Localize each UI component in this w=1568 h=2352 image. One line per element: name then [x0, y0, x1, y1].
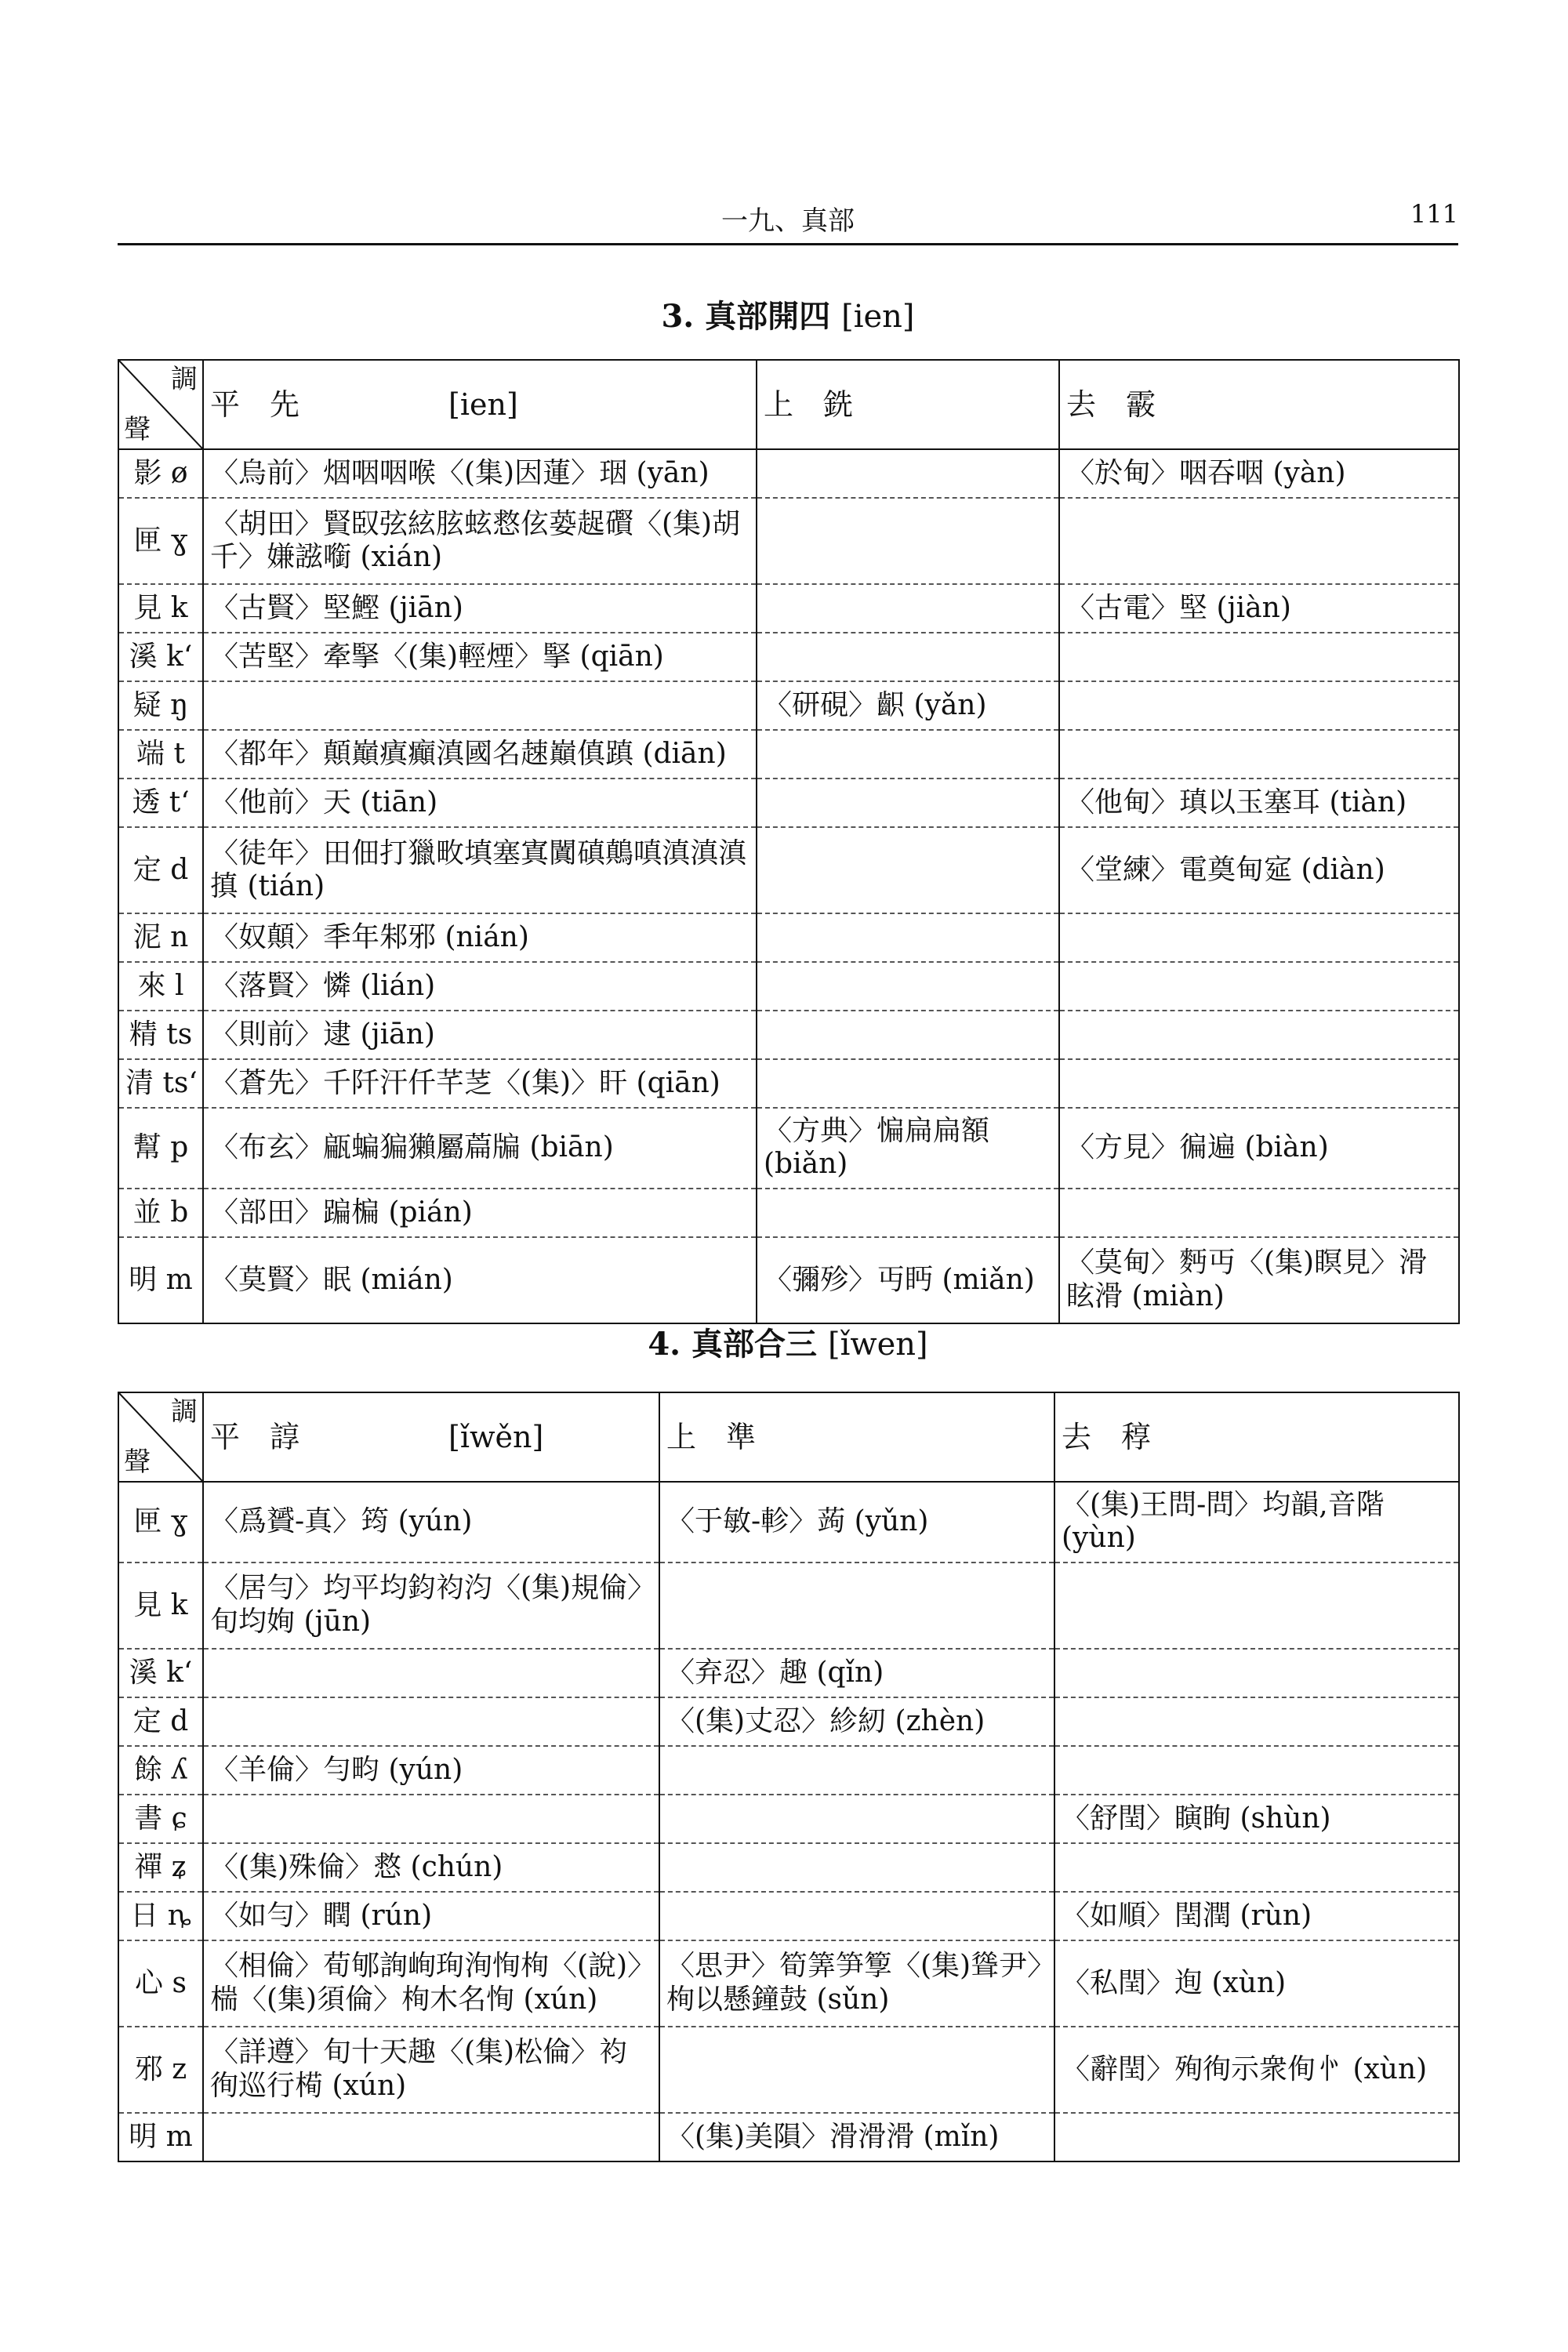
- section-3-ipa: [ien]: [841, 299, 915, 335]
- qu-tone-cell: 〈於甸〉咽吞咽 (yàn): [1059, 449, 1459, 498]
- shang-tone-cell: [659, 1563, 1054, 1649]
- ping-tone-cell: 〈部田〉蹁楄 (pián): [203, 1189, 757, 1237]
- qu-tone-cell: [1054, 1746, 1459, 1795]
- section3-diag-initial-label: 聲: [124, 413, 151, 445]
- section3-diag-tone-label: 調: [171, 364, 198, 395]
- section4-header-row: [118, 1392, 1459, 1482]
- running-title: 一九、真部: [721, 205, 855, 237]
- qu-tone-cell: [1059, 1011, 1459, 1059]
- shang-tone-cell: 〈(集)美隕〉滑滑滑 (mǐn): [659, 2113, 1054, 2161]
- shang-tone-cell: [659, 1746, 1054, 1795]
- ping-tone-cell: [203, 2113, 659, 2161]
- table-row: [118, 584, 1459, 633]
- table-row: [118, 498, 1459, 584]
- table-row: [118, 1746, 1459, 1795]
- section3-column-header-1: 上 銑: [757, 360, 1059, 449]
- shang-tone-cell: [659, 1892, 1054, 1940]
- qu-tone-cell: 〈堂練〉電奠甸㝚 (diàn): [1059, 827, 1459, 913]
- qu-tone-cell: 〈他甸〉瑱以玉塞耳 (tiàn): [1059, 779, 1459, 827]
- ping-tone-cell: 〈布玄〉甂蝙猵獺屬萹牑 (biān): [203, 1108, 757, 1189]
- ping-tone-cell: 〈都年〉顛巔瘨癲滇國名趚巔傎蹎 (diān): [203, 730, 757, 779]
- table-row: [118, 1940, 1459, 2027]
- initial-cell: 溪 k‘: [118, 633, 203, 681]
- qu-tone-cell: 〈辭閏〉殉徇示衆侚㣺 (xùn): [1054, 2027, 1459, 2113]
- qu-tone-cell: [1054, 2113, 1459, 2161]
- qu-tone-cell: 〈私閏〉迿 (xùn): [1054, 1940, 1459, 2027]
- initial-cell: 來 l: [118, 962, 203, 1011]
- ping-tone-cell: 〈胡田〉賢臤弦絃胘蚿慦伭蒆趗礥〈(集)胡千〉嫌誸㘅 (xián): [203, 498, 757, 584]
- shang-tone-cell: [757, 730, 1059, 779]
- table-row: [118, 1697, 1459, 1746]
- shang-tone-cell: [757, 584, 1059, 633]
- qu-tone-cell: [1054, 1649, 1459, 1697]
- table-row: [118, 1482, 1459, 1563]
- ping-tone-cell: 〈徒年〉田佃打獵畋填塞寘闐磌鷏嗔滇滇滇搷 (tián): [203, 827, 757, 913]
- initial-cell: 心 s: [118, 1940, 203, 2027]
- initial-cell: 幫 p: [118, 1108, 203, 1189]
- table-row: [118, 1059, 1459, 1108]
- page-header: [118, 196, 1458, 245]
- section-3-title: [118, 292, 1458, 336]
- table-row: [118, 1563, 1459, 1649]
- ping-tone-cell: 〈烏前〉烟咽咽喉〈(集)因蓮〉珚 (yān): [203, 449, 757, 498]
- section3-column-header-2: 去 霰: [1059, 360, 1459, 449]
- qu-tone-cell: [1059, 1189, 1459, 1237]
- initial-cell: 日 ȵ: [118, 1892, 203, 1940]
- ping-tone-cell: 〈居勻〉均平均鈞袀汮〈(集)規倫〉旬均姰 (jūn): [203, 1563, 659, 1649]
- table-row: [118, 1189, 1459, 1237]
- table-row: [118, 779, 1459, 827]
- ping-tone-cell: [203, 1649, 659, 1697]
- ping-tone-cell: 〈爲贇-真〉筠 (yún): [203, 1482, 659, 1563]
- shang-tone-cell: [659, 2027, 1054, 2113]
- shang-tone-cell: [757, 913, 1059, 962]
- initial-cell: 溪 k‘: [118, 1649, 203, 1697]
- initial-cell: 泥 n: [118, 913, 203, 962]
- section-4-ipa: [ǐwen]: [827, 1327, 928, 1363]
- table-row: [118, 1843, 1459, 1892]
- shang-tone-cell: [757, 962, 1059, 1011]
- shang-tone-cell: 〈彌殄〉丏眄 (miǎn): [757, 1237, 1059, 1323]
- table-row: [118, 1649, 1459, 1697]
- table-row: [118, 1108, 1459, 1189]
- shang-tone-cell: [757, 449, 1059, 498]
- shang-tone-cell: [757, 1011, 1059, 1059]
- table-row: [118, 449, 1459, 498]
- ping-tone-cell: 〈蒼先〉千阡汗仟芊䒦〈(集)〉盰 (qiān): [203, 1059, 757, 1108]
- ping-tone-cell: [203, 1697, 659, 1746]
- qu-tone-cell: [1054, 1563, 1459, 1649]
- initial-cell: 見 k: [118, 1563, 203, 1649]
- shang-tone-cell: 〈弃忍〉趣 (qǐn): [659, 1649, 1054, 1697]
- shang-tone-cell: [757, 633, 1059, 681]
- initial-cell: 明 m: [118, 2113, 203, 2161]
- initial-cell: 定 d: [118, 827, 203, 913]
- initial-cell: 禪 ʑ: [118, 1843, 203, 1892]
- section4-diagonal-header-cell: [118, 1392, 203, 1482]
- table-row: [118, 1011, 1459, 1059]
- ping-tone-cell: 〈相倫〉荀郇詢峋珣洵恂栒〈(說)〉椯〈(集)須倫〉栒木名恂 (xún): [203, 1940, 659, 2027]
- ping-tone-cell: 〈則前〉逮 (jiān): [203, 1011, 757, 1059]
- initial-cell: 清 ts‘: [118, 1059, 203, 1108]
- qu-tone-cell: [1059, 1059, 1459, 1108]
- section3-diagonal-header-cell: [118, 360, 203, 449]
- ping-tone-cell: 〈古賢〉堅鰹 (jiān): [203, 584, 757, 633]
- ping-tone-cell: [203, 681, 757, 730]
- initial-cell: 端 t: [118, 730, 203, 779]
- shang-tone-cell: 〈研硯〉齞 (yǎn): [757, 681, 1059, 730]
- qu-tone-cell: 〈舒閏〉瞚眴 (shùn): [1054, 1795, 1459, 1843]
- initial-cell: 疑 ŋ: [118, 681, 203, 730]
- table-row: [118, 730, 1459, 779]
- section4-column-header-2: 去 稕: [1054, 1392, 1459, 1482]
- table-row: [118, 1892, 1459, 1940]
- section-4-table: [118, 1392, 1460, 2162]
- shang-tone-cell: 〈于敏-軫〉蒟 (yǔn): [659, 1482, 1054, 1563]
- initial-cell: 並 b: [118, 1189, 203, 1237]
- qu-tone-cell: 〈(集)王問-問〉均韻,音階 (yùn): [1054, 1482, 1459, 1563]
- initial-cell: 邪 z: [118, 2027, 203, 2113]
- shang-tone-cell: [757, 498, 1059, 584]
- table-row: [118, 2113, 1459, 2161]
- table-row: [118, 827, 1459, 913]
- shang-tone-cell: [757, 827, 1059, 913]
- qu-tone-cell: [1059, 913, 1459, 962]
- table-row: [118, 962, 1459, 1011]
- shang-tone-cell: 〈(集)丈忍〉紾紉 (zhèn): [659, 1697, 1054, 1746]
- qu-tone-cell: 〈古電〉堅 (jiàn): [1059, 584, 1459, 633]
- ping-tone-cell: 〈羊倫〉勻畇 (yún): [203, 1746, 659, 1795]
- section3-column-header-0: 平 先 [ien]: [203, 360, 757, 449]
- section-3-table: [118, 359, 1460, 1324]
- section-3-title-text: 3. 真部開四: [661, 298, 831, 335]
- shang-tone-cell: [757, 1189, 1059, 1237]
- section4-diag-tone-label: 調: [171, 1396, 198, 1428]
- ping-tone-cell: 〈落賢〉憐 (lián): [203, 962, 757, 1011]
- initial-cell: 定 d: [118, 1697, 203, 1746]
- table-row: [118, 2027, 1459, 2113]
- ping-tone-cell: 〈他前〉天 (tiān): [203, 779, 757, 827]
- qu-tone-cell: [1054, 1697, 1459, 1746]
- table-row: [118, 913, 1459, 962]
- initial-cell: 餘 ʎ: [118, 1746, 203, 1795]
- table-row: [118, 633, 1459, 681]
- section4-column-header-0: 平 諄 [ǐwěn]: [203, 1392, 659, 1482]
- ping-tone-cell: 〈奴顛〉秊年邾邪 (nián): [203, 913, 757, 962]
- shang-tone-cell: [659, 1843, 1054, 1892]
- initial-cell: 影 ø: [118, 449, 203, 498]
- ping-tone-cell: [203, 1795, 659, 1843]
- shang-tone-cell: 〈方典〉惼扁扁額 (biǎn): [757, 1108, 1059, 1189]
- qu-tone-cell: [1059, 730, 1459, 779]
- table-row: [118, 681, 1459, 730]
- ping-tone-cell: 〈莫賢〉眠 (mián): [203, 1237, 757, 1323]
- page-number: 111: [1410, 199, 1458, 229]
- ping-tone-cell: 〈詳遵〉旬十天趣〈(集)松倫〉袀徇巡行槆 (xún): [203, 2027, 659, 2113]
- shang-tone-cell: [757, 1059, 1059, 1108]
- shang-tone-cell: [659, 1795, 1054, 1843]
- qu-tone-cell: [1059, 681, 1459, 730]
- table-row: [118, 1237, 1459, 1323]
- initial-cell: 見 k: [118, 584, 203, 633]
- qu-tone-cell: 〈莫甸〉麪丏〈(集)瞑見〉滑眩滑 (miàn): [1059, 1237, 1459, 1323]
- qu-tone-cell: 〈方見〉徧遍 (biàn): [1059, 1108, 1459, 1189]
- ping-tone-cell: 〈如勻〉瞤 (rún): [203, 1892, 659, 1940]
- initial-cell: 匣 ɣ: [118, 1482, 203, 1563]
- qu-tone-cell: 〈如順〉閏潤 (rùn): [1054, 1892, 1459, 1940]
- section-4-title-text: 4. 真部合三: [648, 1326, 818, 1363]
- qu-tone-cell: [1059, 498, 1459, 584]
- ping-tone-cell: 〈苦堅〉牽掔〈(集)輕煙〉掔 (qiān): [203, 633, 757, 681]
- shang-tone-cell: 〈思尹〉筍筭笋箰〈(集)聳尹〉栒以懸鐘鼓 (sǔn): [659, 1940, 1054, 2027]
- section4-diag-initial-label: 聲: [124, 1446, 151, 1478]
- table-row: [118, 1795, 1459, 1843]
- section4-column-header-1: 上 準: [659, 1392, 1054, 1482]
- section-4-title: [118, 1319, 1458, 1364]
- section3-header-row: [118, 360, 1459, 449]
- ping-tone-cell: 〈(集)殊倫〉慦 (chún): [203, 1843, 659, 1892]
- qu-tone-cell: [1054, 1843, 1459, 1892]
- initial-cell: 明 m: [118, 1237, 203, 1323]
- initial-cell: 透 t‘: [118, 779, 203, 827]
- qu-tone-cell: [1059, 633, 1459, 681]
- qu-tone-cell: [1059, 962, 1459, 1011]
- initial-cell: 書 ɕ: [118, 1795, 203, 1843]
- initial-cell: 精 ts: [118, 1011, 203, 1059]
- shang-tone-cell: [757, 779, 1059, 827]
- initial-cell: 匣 ɣ: [118, 498, 203, 584]
